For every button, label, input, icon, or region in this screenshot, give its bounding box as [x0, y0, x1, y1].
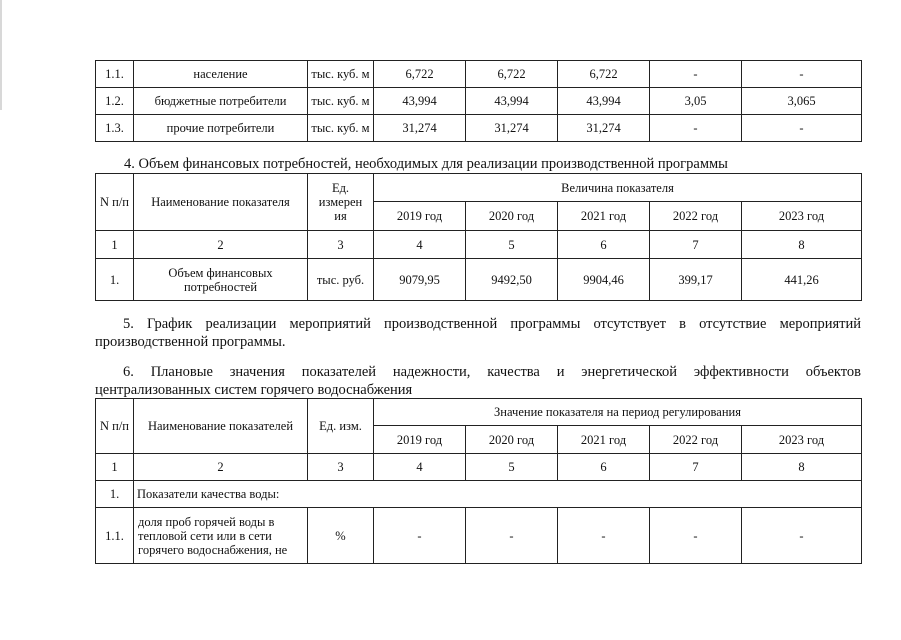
value-cell: 399,17	[650, 259, 742, 301]
value-cell: 9492,50	[466, 259, 558, 301]
value-cell: 9904,46	[558, 259, 650, 301]
section-5-text: 5. График реализации мероприятий производственной программы отсутствует в отсутствие мероприятий производственной программы.	[95, 316, 861, 350]
index-cell: 3	[308, 231, 374, 259]
indicator-name: население	[134, 61, 308, 88]
index-cell: 6	[558, 231, 650, 259]
section-row	[96, 481, 862, 508]
index-cell: 1	[96, 454, 134, 481]
section-6-heading	[95, 363, 861, 399]
indicator-name: прочие потребители	[134, 115, 308, 142]
section-6-text: 6. Плановые значения показателей надежности, качества и энергетической эффективности объектов централизованных систем горячего водоснабжения	[95, 364, 861, 398]
indicator-name: доля проб горячей воды в тепловой сети или в сети горячего водоснабжения, не	[134, 508, 308, 564]
value-cell: -	[742, 508, 862, 564]
index-cell: 5	[466, 231, 558, 259]
index-cell: 7	[650, 454, 742, 481]
value-cell: -	[650, 61, 742, 88]
row-number: 1.2.	[96, 88, 134, 115]
value-cell: 43,994	[374, 88, 466, 115]
index-cell: 1	[96, 231, 134, 259]
value-cell: 6,722	[374, 61, 466, 88]
unit-header-line: измерен	[318, 195, 363, 209]
index-cell: 3	[308, 454, 374, 481]
section-5-paragraph	[95, 315, 861, 351]
year-header: 2021 год	[558, 202, 650, 231]
value-cell: 43,994	[466, 88, 558, 115]
value-cell: 6,722	[558, 61, 650, 88]
unit-cell: тыс. руб.	[308, 259, 374, 301]
indicator-name: бюджетные потребители	[134, 88, 308, 115]
value-cell: -	[374, 508, 466, 564]
unit-header-line: Ед.	[331, 181, 350, 195]
group-header: Значение показателя на период регулирования	[374, 399, 862, 426]
value-cell: -	[742, 115, 862, 142]
index-cell: 5	[466, 454, 558, 481]
row-number: 1.	[96, 481, 134, 508]
column-header-number: N п/п	[96, 174, 134, 231]
year-header: 2023 год	[742, 202, 862, 231]
section-label: Показатели качества воды:	[134, 481, 862, 508]
year-header: 2022 год	[650, 426, 742, 454]
group-header: Величина показателя	[374, 174, 862, 202]
row-number: 1.1.	[96, 508, 134, 564]
column-header-number: N п/п	[96, 399, 134, 454]
value-cell: -	[650, 508, 742, 564]
value-cell: 31,274	[558, 115, 650, 142]
section-4-heading: 4. Объем финансовых потребностей, необходимых для реализации производственной программы	[124, 156, 728, 172]
year-header: 2019 год	[374, 202, 466, 231]
value-cell: -	[466, 508, 558, 564]
column-header-unit: Ед. изм.	[308, 399, 374, 454]
consumption-table	[95, 60, 862, 142]
year-header: 2020 год	[466, 426, 558, 454]
value-cell: 43,994	[558, 88, 650, 115]
quality-indicators-table	[95, 398, 862, 564]
year-header: 2019 год	[374, 426, 466, 454]
index-cell: 4	[374, 231, 466, 259]
index-cell: 6	[558, 454, 650, 481]
index-cell: 8	[742, 231, 862, 259]
index-cell: 4	[374, 454, 466, 481]
unit-cell: %	[308, 508, 374, 564]
value-cell: 3,065	[742, 88, 862, 115]
value-cell: 31,274	[466, 115, 558, 142]
financial-needs-table	[95, 173, 862, 301]
year-header: 2020 год	[466, 202, 558, 231]
value-cell: 441,26	[742, 259, 862, 301]
unit-cell: тыс. куб. м	[308, 115, 374, 142]
value-cell: 3,05	[650, 88, 742, 115]
unit-cell: тыс. куб. м	[308, 61, 374, 88]
scan-edge	[0, 0, 2, 110]
table-row	[96, 508, 862, 564]
index-cell: 7	[650, 231, 742, 259]
row-number: 1.1.	[96, 61, 134, 88]
value-cell: 31,274	[374, 115, 466, 142]
value-cell: -	[558, 508, 650, 564]
value-cell: -	[650, 115, 742, 142]
value-cell: 9079,95	[374, 259, 466, 301]
table-row	[96, 115, 862, 142]
unit-header-line: ия	[334, 209, 347, 223]
year-header: 2022 год	[650, 202, 742, 231]
row-number: 1.3.	[96, 115, 134, 142]
index-cell: 8	[742, 454, 862, 481]
column-header-name: Наименование показателей	[134, 399, 308, 454]
index-cell: 2	[134, 231, 308, 259]
indicator-name: Объем финансовых потребностей	[134, 259, 308, 301]
year-header: 2021 год	[558, 426, 650, 454]
row-number: 1.	[96, 259, 134, 301]
column-header-unit	[308, 174, 374, 231]
value-cell: 6,722	[466, 61, 558, 88]
value-cell: -	[742, 61, 862, 88]
column-header-name: Наименование показателя	[134, 174, 308, 231]
unit-cell: тыс. куб. м	[308, 88, 374, 115]
table-row	[96, 88, 862, 115]
year-header: 2023 год	[742, 426, 862, 454]
index-cell: 2	[134, 454, 308, 481]
index-row	[96, 231, 862, 259]
table-row	[96, 259, 862, 301]
index-row	[96, 454, 862, 481]
table-row	[96, 61, 862, 88]
